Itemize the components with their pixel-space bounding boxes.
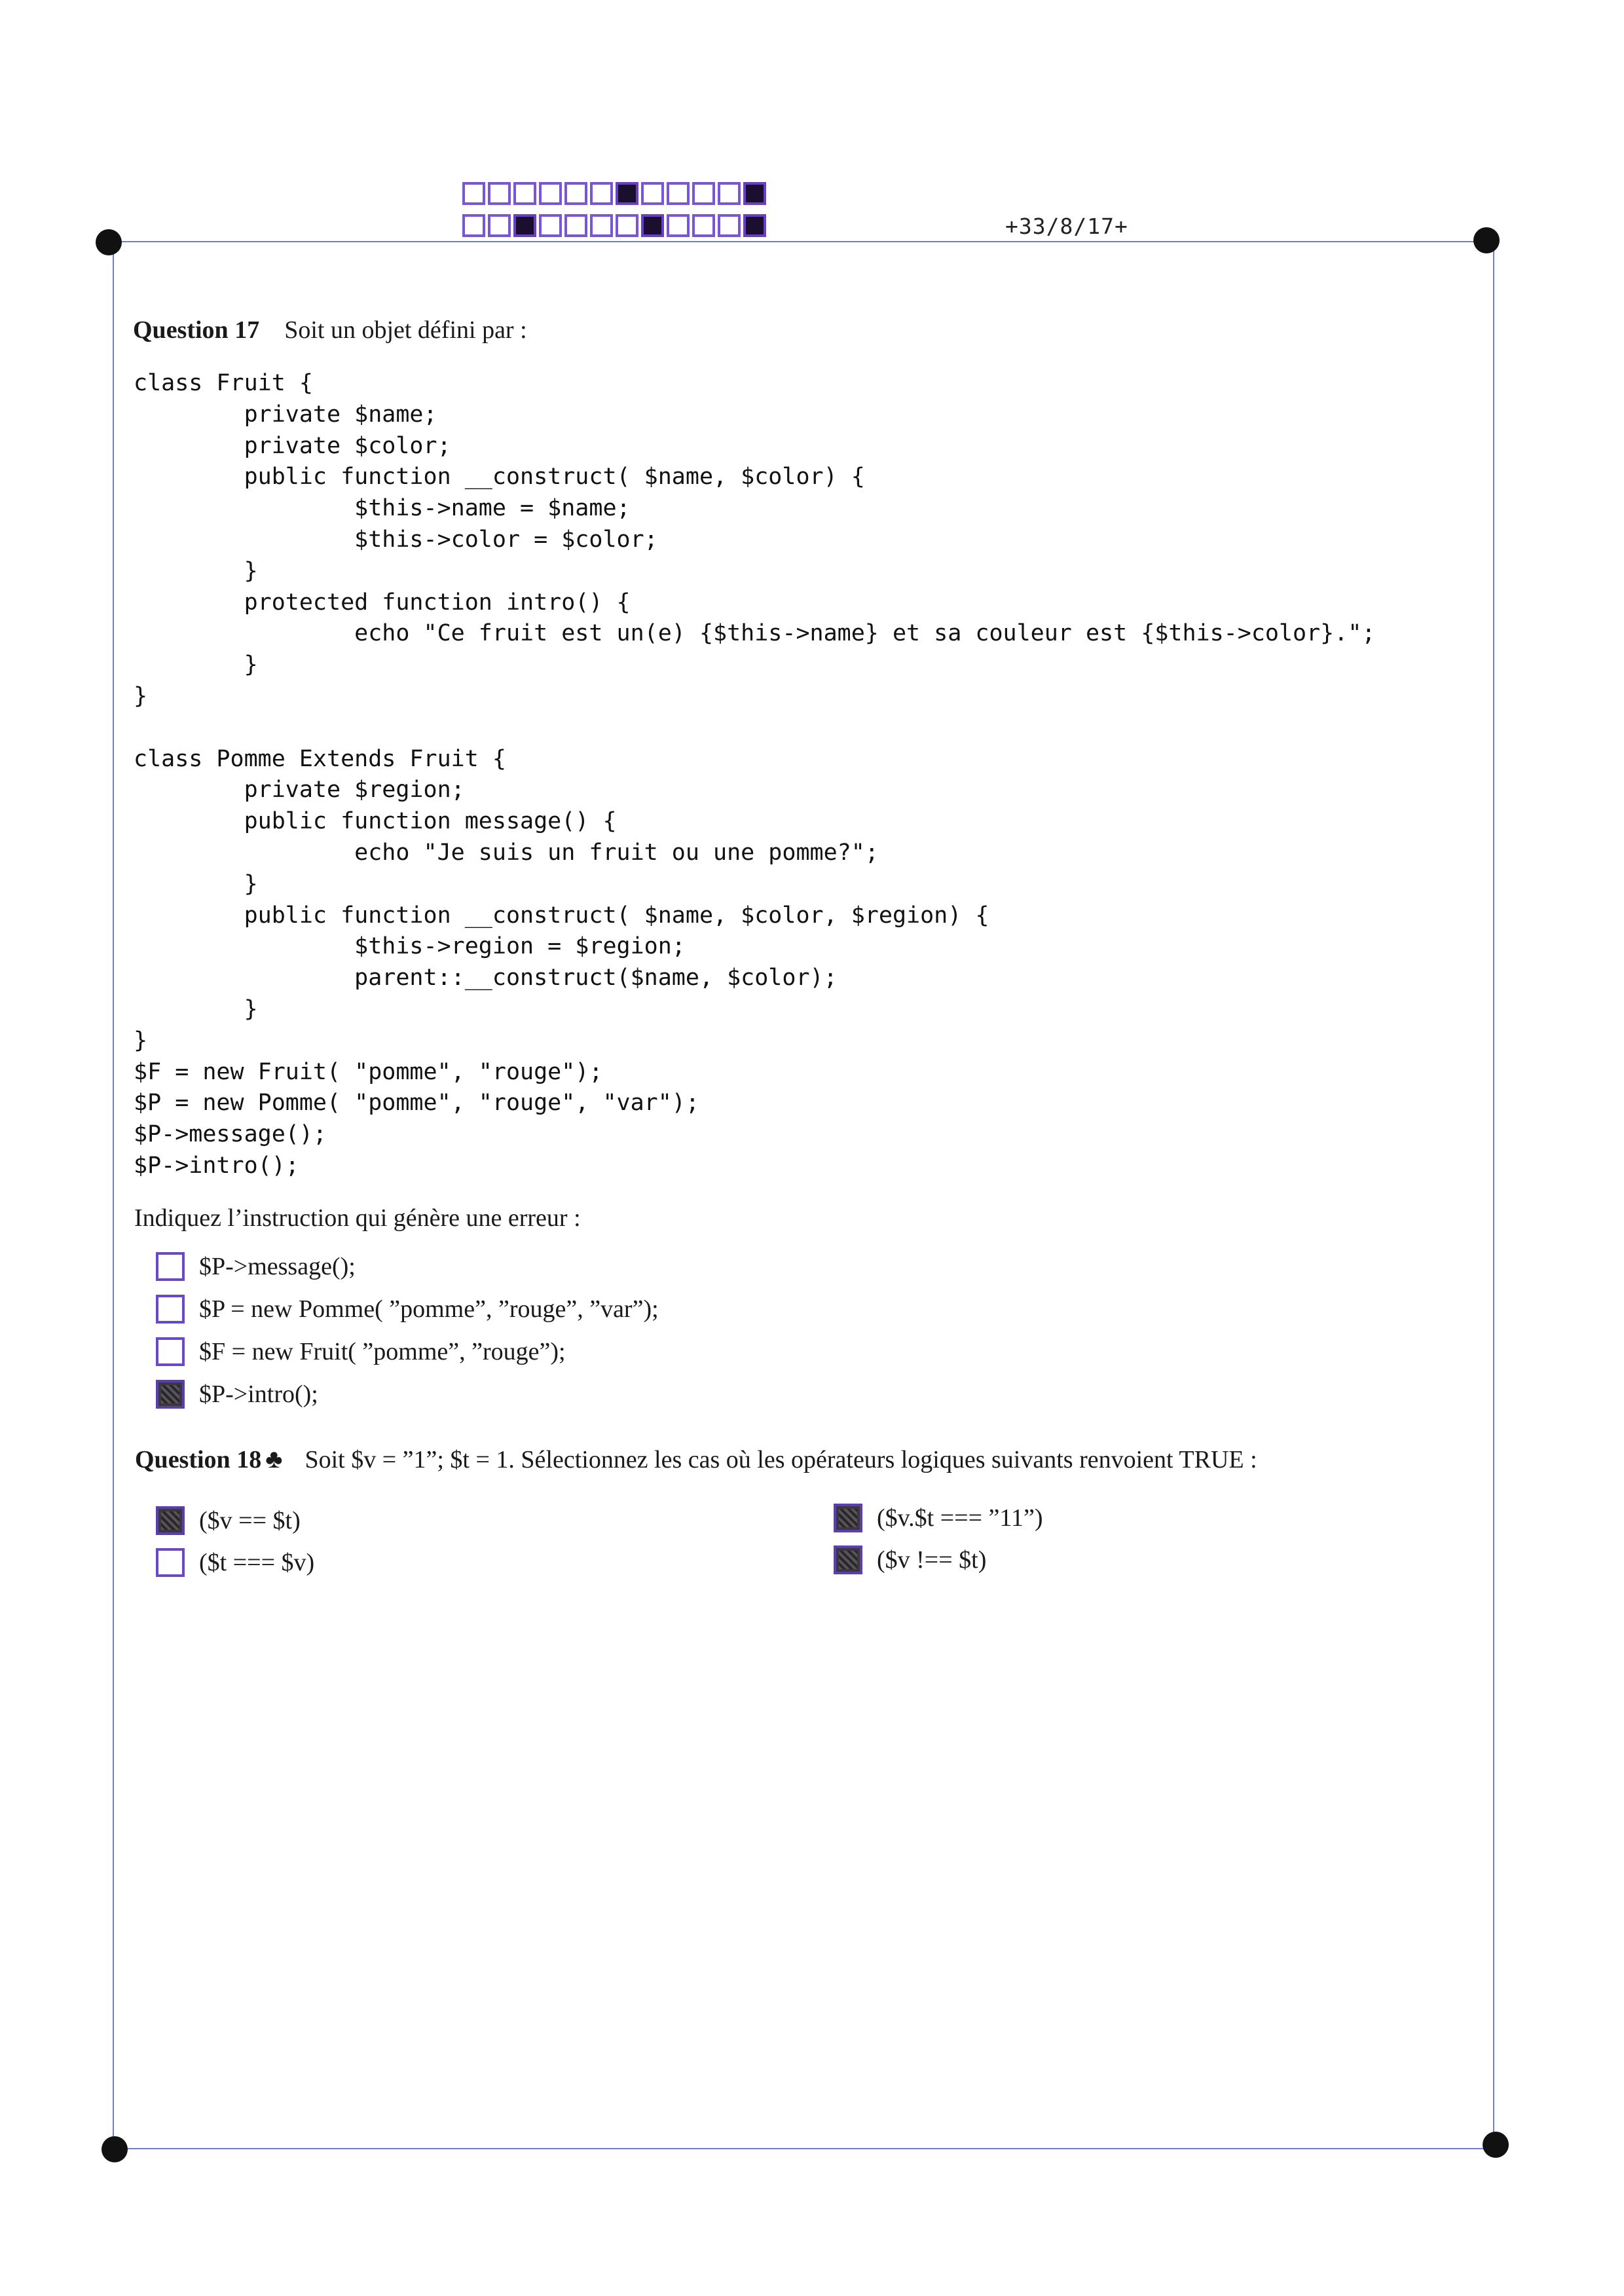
barcode-row-2-cell	[488, 214, 511, 237]
q17-option-3-label: $F = new Fruit( ”pomme”, ”rouge”);	[199, 1338, 566, 1365]
barcode-row-2	[462, 214, 769, 237]
question-17-header	[133, 316, 527, 344]
corner-marker-top-left	[96, 229, 122, 255]
q18-option-3[interactable]	[834, 1504, 1043, 1532]
q17-option-3-checkbox[interactable]	[156, 1337, 185, 1366]
barcode-row-2-cell	[692, 214, 715, 237]
barcode-row-1	[462, 182, 769, 205]
q17-option-1-checkbox[interactable]	[156, 1252, 185, 1281]
q18-option-4-checkbox[interactable]	[834, 1546, 862, 1574]
barcode-row-2-cell	[718, 214, 741, 237]
barcode-row-1-cell	[462, 182, 485, 205]
barcode-row-1-cell	[513, 182, 536, 205]
barcode-row-2-cell	[462, 214, 485, 237]
barcode-row-1-cell	[692, 182, 715, 205]
barcode-row-2-cell	[539, 214, 562, 237]
barcode-row-2-cell	[743, 214, 766, 237]
q17-option-3[interactable]	[156, 1337, 566, 1366]
q18-option-2-checkbox[interactable]	[156, 1548, 185, 1577]
barcode-row-1-cell	[641, 182, 664, 205]
q18-option-1-label: ($v == $t)	[199, 1507, 301, 1534]
q17-option-2[interactable]	[156, 1295, 659, 1324]
q18-option-1[interactable]	[156, 1506, 301, 1535]
question-18-header	[135, 1443, 1257, 1474]
page-id: +33/8/17+	[1005, 213, 1128, 239]
corner-marker-bottom-left	[101, 2136, 128, 2162]
barcode-row-1-cell	[718, 182, 741, 205]
barcode-row-2-cell	[641, 214, 664, 237]
q17-option-4[interactable]	[156, 1380, 318, 1409]
corner-marker-top-right	[1473, 227, 1500, 253]
barcode-row-2-cell	[564, 214, 587, 237]
q18-option-1-checkbox[interactable]	[156, 1506, 185, 1535]
q17-option-2-checkbox[interactable]	[156, 1295, 185, 1324]
question-17-code: class Fruit { private $name; private $color; public function __construct( $name, $color) { $this->name = $name; $this->color = $color; } protected function intro() { echo "Ce fruit est un(e) {$this->name} et sa couleur est {$this->color}."; } } class Pomme Extends Fruit { private $region; public function message() { echo "Je suis un fruit ou une pomme?"; } public function __construct( $name, $color, $region) { $this->region = $region; parent::__construct($name, $color); } } $F = new Fruit( "pomme", "rouge"); $P = new Pomme( "pomme", "rouge", "var"); $P->message(); $P->intro();	[134, 370, 1376, 1179]
barcode-row-1-cell	[539, 182, 562, 205]
barcode-row-1-cell	[564, 182, 587, 205]
q17-option-4-label: $P->intro();	[199, 1380, 318, 1408]
q17-option-1-label: $P->message();	[199, 1253, 356, 1280]
q18-option-2[interactable]	[156, 1548, 314, 1577]
barcode-row-2-cell	[667, 214, 690, 237]
barcode-row-1-cell	[667, 182, 690, 205]
barcode-row-1-cell	[743, 182, 766, 205]
club-icon: ♣	[265, 1444, 283, 1473]
q17-option-4-checkbox[interactable]	[156, 1380, 185, 1409]
barcode-row-1-cell	[616, 182, 638, 205]
q18-option-3-checkbox[interactable]	[834, 1504, 862, 1532]
barcode-row-2-cell	[616, 214, 638, 237]
corner-marker-bottom-right	[1483, 2132, 1509, 2158]
barcode-row-1-cell	[488, 182, 511, 205]
q18-option-4-label: ($v !== $t)	[877, 1546, 987, 1574]
q18-option-2-label: ($t === $v)	[199, 1549, 315, 1576]
barcode-row-2-cell	[513, 214, 536, 237]
q17-option-1[interactable]	[156, 1252, 356, 1281]
q18-option-3-label: ($v.$t === ”11”)	[877, 1504, 1043, 1532]
question-18-number: Question 18	[135, 1446, 262, 1473]
barcode-row-2-cell	[590, 214, 613, 237]
q18-option-4[interactable]	[834, 1546, 986, 1574]
barcode-row-1-cell	[590, 182, 613, 205]
question-17-number: Question 17	[133, 316, 260, 344]
question-17-prompt: Indiquez l’instruction qui génère une erreur :	[134, 1204, 581, 1232]
question-18-intro: Soit $v = ”1”; $t = 1. Sélectionnez les cas où les opérateurs logiques suivants renvoient TRUE :	[304, 1446, 1257, 1473]
q17-option-2-label: $P = new Pomme( ”pomme”, ”rouge”, ”var”);	[199, 1295, 659, 1323]
question-17-intro: Soit un objet défini par :	[284, 316, 527, 344]
